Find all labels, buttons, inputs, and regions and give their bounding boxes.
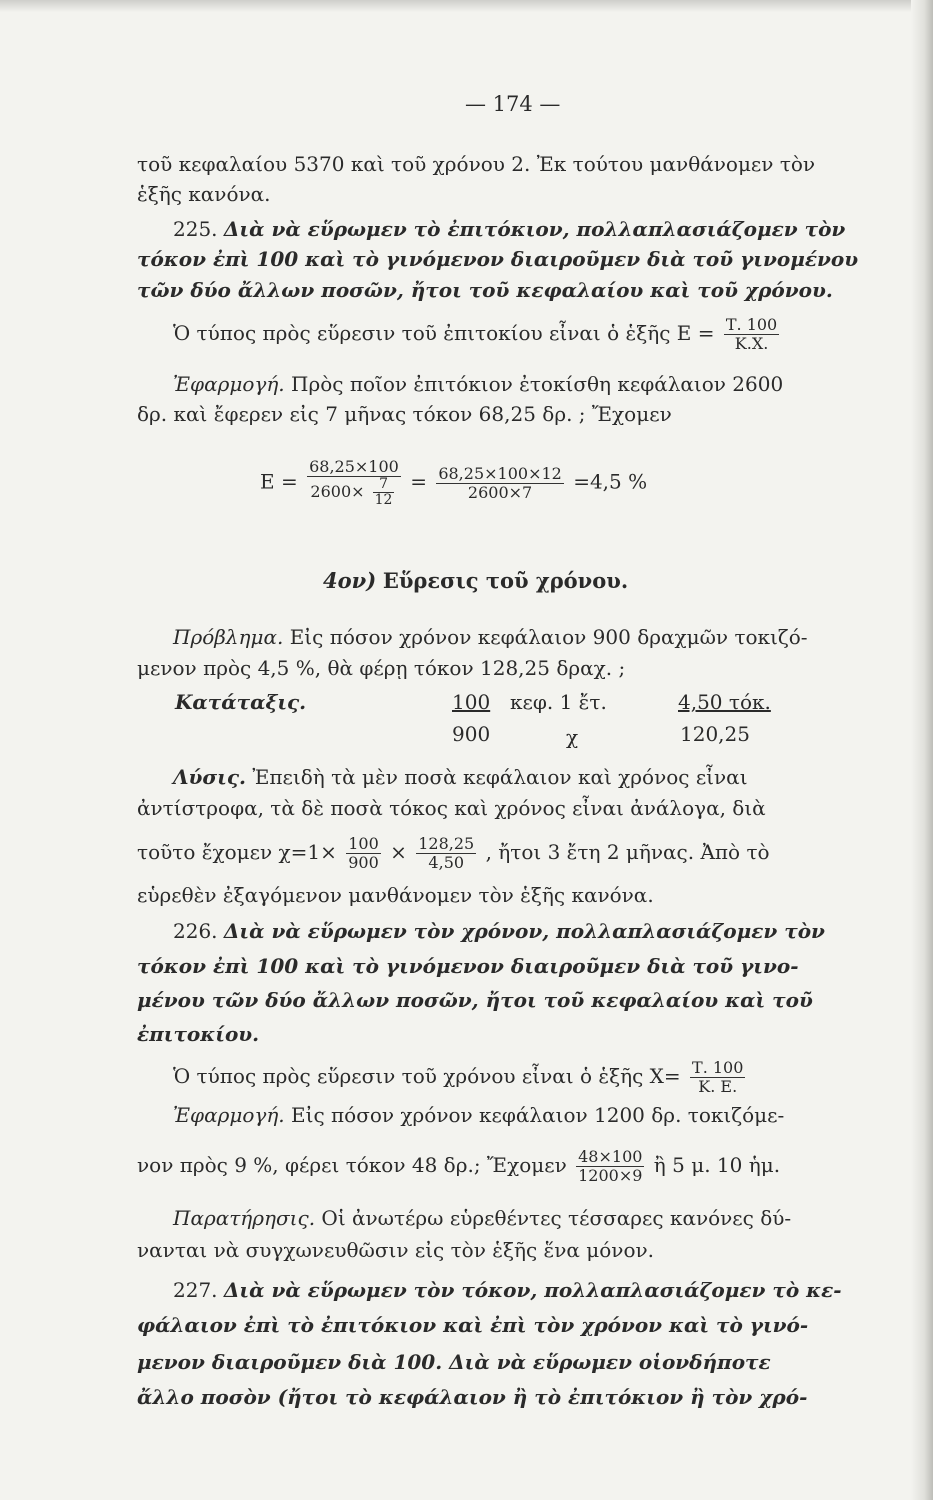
application-line	[173, 1103, 784, 1127]
application-label: Ἐφαρμογή.	[173, 372, 285, 396]
formula-text: τοῦτο ἔχομεν χ=1×	[137, 840, 337, 864]
fraction-numerator: 128,25	[418, 834, 475, 853]
note-label: Παρατήρησις.	[173, 1206, 316, 1230]
equation-fraction-2	[436, 465, 564, 502]
rule-text: τόκον ἐπὶ 100 καὶ τὸ γινόμενον διαιροῦμεν διὰ τοῦ γινο-	[137, 954, 799, 978]
page-edge-right	[911, 0, 933, 1500]
rule-text: Διὰ νὰ εὕρωμεν τὸ ἐπιτόκιον, πολλαπλασιάζομεν τὸν	[223, 217, 846, 241]
rule-number: 226.	[173, 919, 218, 943]
rule-225	[173, 217, 845, 241]
fraction-numerator: 68,25×100	[309, 457, 399, 476]
section-number: 4ον)	[323, 568, 377, 593]
arrangement-cell: χ	[566, 725, 579, 749]
denominator-text: 2600×	[310, 482, 365, 501]
text-line: ἀντίστροφα, τὰ δὲ ποσὰ τόκος καὶ χρόνος εἶναι ἀνάλογα, διὰ	[137, 796, 766, 820]
rule-text: τόκον ἐπὶ 100 καὶ τὸ γινόμενον διαιροῦμεν διὰ τοῦ γινομένου	[137, 247, 859, 271]
problem-line	[173, 625, 808, 649]
arrangement-cell: 100	[452, 690, 491, 714]
formula-line	[173, 1059, 748, 1096]
application-text: Εἰς πόσον χρόνον κεφάλαιον 1200 δρ. τοκιζόμε-	[291, 1103, 785, 1127]
text-line: ἑξῆς κανόνα.	[137, 182, 271, 206]
application-line	[173, 372, 783, 396]
section-title: Εὕρεσις τοῦ χρόνου.	[382, 568, 629, 593]
page-number: — 174 —	[465, 92, 561, 116]
formula-text: , ἤτοι 3 ἔτη 2 μῆνας. Ἀπὸ τὸ	[485, 840, 770, 864]
rule-number: 225.	[173, 217, 218, 241]
rule-number: 227.	[173, 1278, 218, 1302]
rule-227	[173, 1278, 842, 1302]
formula-text: ἢ 5 μ. 10 ἡμ.	[653, 1153, 781, 1177]
nested-fraction	[373, 477, 395, 508]
note-text: Οἱ ἀνωτέρω εὑρεθέντες τέσσαρες κανόνες δύ-	[321, 1206, 792, 1230]
fraction-denominator: 4,50	[428, 853, 465, 872]
formula-fraction	[346, 835, 381, 872]
solution-label: Λύσις.	[173, 765, 246, 789]
fraction-numerator: Τ. 100	[692, 1058, 744, 1077]
note-line	[173, 1206, 791, 1230]
arrangement-cell: 120,25	[680, 722, 750, 746]
rule-text: Διὰ νὰ εὕρωμεν τὸν χρόνον, πολλαπλασιάζομεν τὸν	[223, 919, 825, 943]
text-line: δρ. καὶ ἔφερεν εἰς 7 μῆνας τόκον 68,25 δρ. ; Ἔχομεν	[137, 402, 672, 426]
arrangement-cell: 900	[452, 722, 491, 746]
fraction-numerator: 100	[348, 834, 379, 853]
rule-text: μενον διαιροῦμεν διὰ 100. Διὰ νὰ εὕρωμεν οἱονδήποτε	[137, 1350, 771, 1374]
formula-fraction	[576, 1148, 644, 1185]
problem-text: Εἰς πόσον χρόνον κεφάλαιον 900 δραχμῶν τοκιζό-	[289, 625, 808, 649]
rule-text: μένου τῶν δύο ἄλλων ποσῶν, ἤτοι τοῦ κεφαλαίου καὶ τοῦ	[137, 988, 813, 1012]
text-line: εὑρεθὲν ἐξαγόμενον μανθάνομεν τὸν ἑξῆς κανόνα.	[137, 883, 654, 907]
rule-text: ἐπιτοκίου.	[137, 1022, 260, 1046]
section-heading	[323, 569, 628, 593]
solution-line	[173, 765, 748, 789]
rule-text: ἄλλο ποσὸν (ἤτοι τὸ κεφάλαιον ἢ τὸ ἐπιτόκιον ἢ τὸν χρό-	[137, 1385, 808, 1409]
equation-lhs: Ε =	[260, 469, 298, 494]
formula-text: νον πρὸς 9 %, φέρει τόκον 48 δρ.; Ἔχομεν	[137, 1153, 567, 1177]
application-formula	[137, 1148, 780, 1185]
fraction-denominator	[307, 477, 401, 508]
arrangement-cell: κεφ. 1 ἔτ.	[510, 690, 607, 714]
equation-result: =4,5 %	[573, 469, 648, 494]
solution-formula	[137, 835, 770, 872]
fraction-numerator: Τ. 100	[725, 315, 778, 334]
fraction-denominator: 900	[348, 853, 379, 872]
rule-226	[173, 919, 825, 943]
fraction-numerator: 48×100	[578, 1147, 643, 1166]
fraction-numerator: 68,25×100×12	[438, 463, 562, 483]
arrangement-label: Κατάταξις.	[175, 690, 307, 714]
text-line: νανται νὰ συγχωνευθῶσιν εἰς τὸν ἑξῆς ἕνα μόνον.	[137, 1238, 655, 1262]
formula-text: Ὁ τύπος πρὸς εὕρεσιν τοῦ ἐπιτοκίου εἶναι ὁ ἑξῆς Ε =	[173, 321, 715, 345]
application-label: Ἐφαρμογή.	[173, 1103, 285, 1127]
solution-text: Ἐπειδὴ τὰ μὲν ποσὰ κεφάλαιον καὶ χρόνος εἶναι	[252, 765, 748, 789]
formula-text: Ὁ τύπος πρὸς εὕρεσιν τοῦ χρόνου εἶναι ὁ ἑξῆς Χ=	[173, 1064, 681, 1088]
text-line: μενον πρὸς 4,5 %, θὰ φέρῃ τόκον 128,25 δραχ. ;	[137, 656, 626, 680]
rule-text: τῶν δύο ἄλλων ποσῶν, ἤτοι τοῦ κεφαλαίου καὶ τοῦ χρόνου.	[137, 278, 833, 302]
fraction-denominator: Κ.Χ.	[734, 334, 769, 353]
equation-equals: =	[410, 469, 427, 494]
rule-text: φάλαιον ἐπὶ τὸ ἐπιτόκιον καὶ ἐπὶ τὸν χρόνον καὶ τὸ γινό-	[137, 1313, 809, 1337]
formula-fraction	[416, 835, 476, 872]
fraction-denominator: 12	[374, 492, 393, 508]
equation-fraction-1	[307, 458, 401, 508]
arrangement-cell: 4,50 τόκ.	[678, 690, 771, 714]
fraction-denominator: 2600×7	[467, 482, 533, 502]
formula-fraction	[724, 316, 779, 353]
equation	[260, 458, 647, 508]
rule-text: Διὰ νὰ εὕρωμεν τὸν τόκον, πολλαπλασιάζομεν τὸ κε-	[223, 1278, 842, 1302]
times-sign: ×	[390, 840, 407, 864]
page-edge-top	[0, 0, 933, 12]
formula-fraction	[690, 1059, 745, 1096]
application-text: Πρὸς ποῖον ἐπιτόκιον ἐτοκίσθη κεφάλαιον 2600	[291, 372, 784, 396]
text-line: τοῦ κεφαλαίου 5370 καὶ τοῦ χρόνου 2. Ἐκ τούτου μανθάνομεν τὸν	[137, 152, 816, 176]
fraction-denominator: 1200×9	[578, 1166, 643, 1185]
problem-label: Πρόβλημα.	[173, 625, 284, 649]
formula-line	[173, 316, 782, 353]
fraction-denominator: Κ. Ε.	[698, 1077, 738, 1096]
fraction-numerator: 7	[373, 477, 395, 493]
